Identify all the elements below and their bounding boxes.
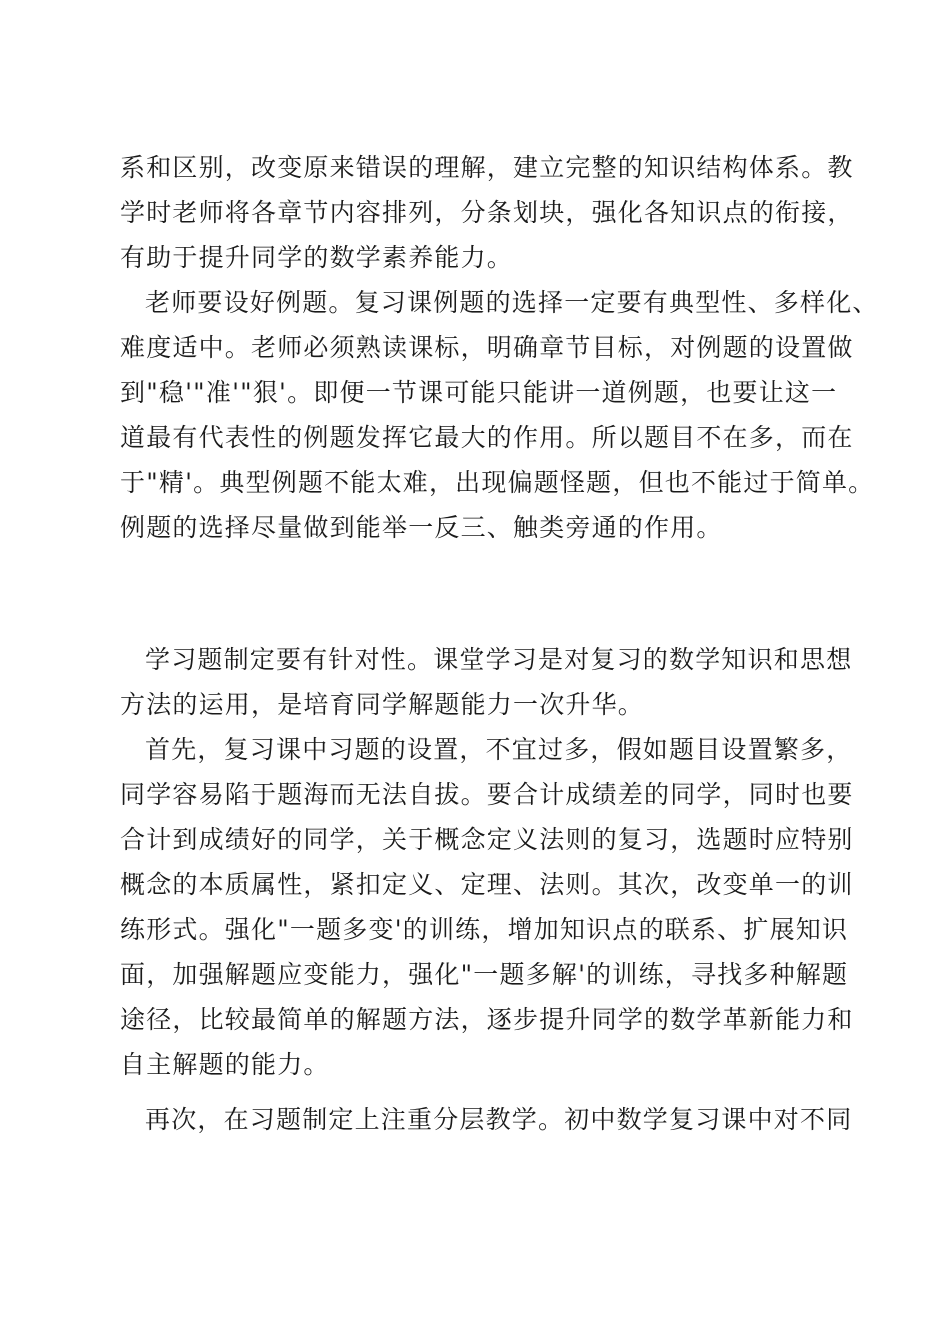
text-line: 例题的选择尽量做到能举一反三、触类旁通的作用。 [120, 513, 723, 542]
text-line: 练形式。强化"一题多变'的训练，增加知识点的联系、扩展知识 [120, 915, 849, 944]
text-line: 道最有代表性的例题发挥它最大的作用。所以题目不在多，而在 [120, 423, 854, 452]
text-line: 再次，在习题制定上注重分层教学。初中数学复习课中对不同 [145, 1105, 853, 1134]
text-line: 有助于提升同学的数学素养能力。 [120, 243, 514, 272]
text-line: 面，加强解题应变能力，强化"一题多解'的训练，寻找多种解题 [120, 960, 849, 989]
text-line: 方法的运用，是培育同学解题能力一次升华。 [120, 690, 645, 719]
text-line: 概念的本质属性，紧扣定义、定理、法则。其次，改变单一的训 [120, 870, 854, 899]
text-line: 同学容易陷于题海而无法自拔。要合计成绩差的同学，同时也要 [120, 780, 854, 809]
text-line: 合计到成绩好的同学，关于概念定义法则的复习，选题时应特别 [120, 825, 854, 854]
text-line: 难度适中。老师必须熟读课标，明确章节目标，对例题的设置做 [120, 333, 854, 362]
text-line: 于"精'。典型例题不能太难，出现偏题怪题，但也不能过于简单。 [120, 468, 875, 497]
text-line: 学习题制定要有针对性。课堂学习是对复习的数学知识和思想 [145, 645, 853, 674]
text-line: 首先，复习课中习题的设置，不宜过多，假如题目设置繁多， [145, 735, 853, 764]
text-line: 途径，比较最简单的解题方法，逐步提升同学的数学革新能力和 [120, 1005, 854, 1034]
text-line: 学时老师将各章节内容排列，分条划块，强化各知识点的衔接， [120, 198, 854, 227]
text-line: 老师要设好例题。复习课例题的选择一定要有典型性、多样化、 [145, 288, 879, 317]
text-line: 到"稳'"准'"狠'。即便一节课可能只能讲一道例题，也要让这一 [120, 378, 838, 407]
text-line: 系和区别，改变原来错误的理解，建立完整的知识结构体系。教 [120, 153, 854, 182]
text-line: 自主解题的能力。 [120, 1050, 330, 1079]
